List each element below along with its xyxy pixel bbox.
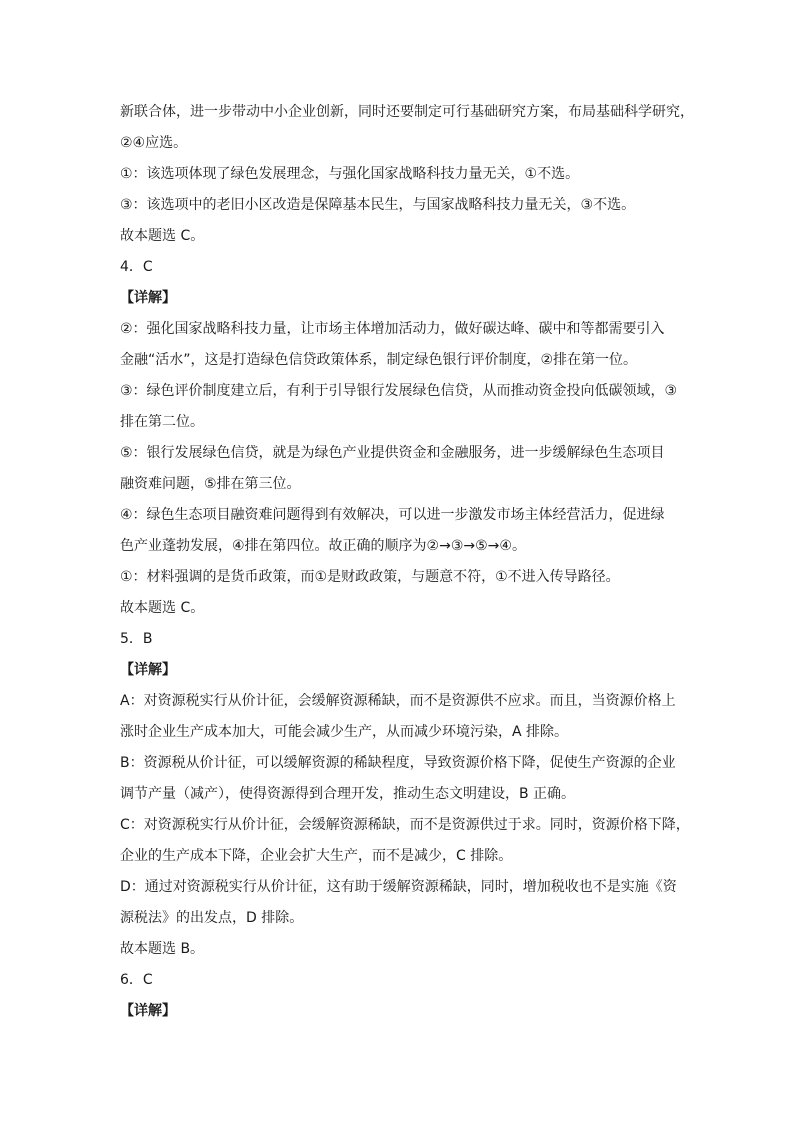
answer-conclusion: 故本题选 B。 xyxy=(120,941,205,957)
text-line: 涨时企业生产成本加大，可能会减少生产，从而减少环境污染，A 排除。 xyxy=(120,724,569,740)
question-number: 5．B xyxy=(120,631,153,647)
explanation-heading: 【详解】 xyxy=(120,662,176,678)
explanation-heading: 【详解】 xyxy=(120,1003,176,1019)
text-line: ②：强化国家战略科技力量，让市场主体增加活动力，做好碳达峰、碳中和等都需要引入 xyxy=(120,321,665,337)
text-line: 源税法》的出发点，D 排除。 xyxy=(120,910,304,926)
text-line: 新联合体，进一步带动中小企业创新，同时还要制定可行基础研究方案，布局基础科学研究， xyxy=(120,104,694,120)
text-line: ①：材料强调的是货币政策，而①是财政政策，与题意不符，①不进入传导路径。 xyxy=(120,569,620,585)
question-number: 4．C xyxy=(120,259,153,275)
text-line: B：资源税从价计征，可以缓解资源的稀缺程度，导致资源价格下降，促使生产资源的企业 xyxy=(120,755,676,771)
text-line: ⑤：银行发展绿色信贷，就是为绿色产业提供资金和金融服务，进一步缓解绿色生态项目 xyxy=(120,445,665,461)
answer-conclusion: 故本题选 C。 xyxy=(120,600,205,616)
text-line: 色产业蓬勃发展，④排在第四位。故正确的顺序为②→③→⑤→④。 xyxy=(120,538,526,554)
text-line: ②④应选。 xyxy=(120,135,188,151)
text-line: 调节产量（减产），使得资源得到合理开发，推动生态文明建设，B 正确。 xyxy=(120,786,576,802)
text-line: ③：该选项中的老旧小区改造是保障基本民生，与国家战略科技力量无关，③不选。 xyxy=(120,197,636,213)
question-number: 6．C xyxy=(120,972,153,988)
text-line: ③：绿色评价制度建立后，有利于引导银行发展绿色信贷，从而推动资金投向低碳领域，③ xyxy=(120,383,678,399)
text-line: 企业的生产成本下降，企业会扩大生产，而不是减少，C 排除。 xyxy=(120,848,513,864)
text-line: 融资难问题，⑤排在第三位。 xyxy=(120,476,301,492)
text-line: A：对资源税实行从价计征，会缓解资源稀缺，而不是资源供不应求。而且，当资源价格上 xyxy=(120,693,676,709)
answer-conclusion: 故本题选 C。 xyxy=(120,228,205,244)
text-line: ④：绿色生态项目融资难问题得到有效解决，可以进一步激发市场主体经营活力，促进绿 xyxy=(120,507,665,523)
text-line: 金融“活水”，这是打造绿色信贷政策体系，制定绿色银行评价制度，②排在第一位。 xyxy=(120,352,638,368)
text-line: 排在第二位。 xyxy=(120,414,204,430)
text-line: C：对资源税实行从价计征，会缓解资源稀缺，而不是资源供过于求。同时，资源价格下降， xyxy=(120,817,690,833)
text-line: ①：该选项体现了绿色发展理念，与强化国家战略科技力量无关，①不选。 xyxy=(120,166,580,182)
explanation-heading: 【详解】 xyxy=(120,290,176,306)
text-line: D：通过对资源税实行从价计征，这有助于缓解资源稀缺，同时，增加税收也不是实施《资 xyxy=(120,879,677,895)
